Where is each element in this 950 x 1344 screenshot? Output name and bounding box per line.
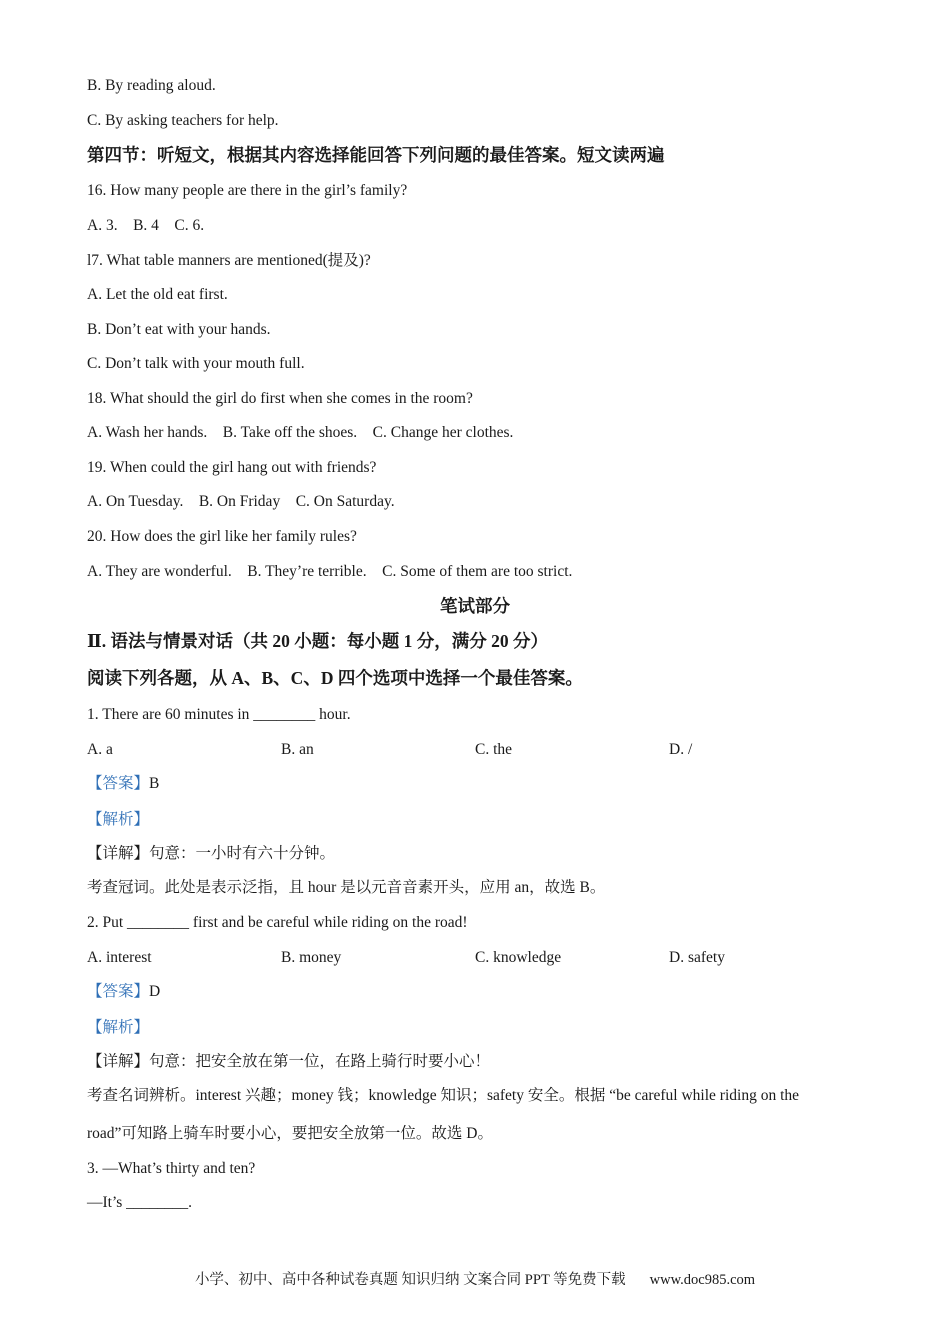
option-line: B. By reading aloud. bbox=[87, 77, 216, 94]
answer-tag: 【答案】 bbox=[87, 983, 150, 1000]
option-line: C. Don’t talk with your mouth full. bbox=[87, 355, 305, 372]
reply-line: —It’s ________. bbox=[87, 1194, 193, 1211]
answer-line bbox=[87, 774, 159, 794]
question-line: 18. What should the girl do first when she comes in the room? bbox=[87, 390, 473, 407]
question-line: 16. How many people are there in the girl’s family? bbox=[87, 182, 408, 199]
option-line: A. Let the old eat first. bbox=[87, 286, 228, 303]
analysis-tag: 【解析】 bbox=[87, 1019, 150, 1036]
answer-line bbox=[87, 982, 160, 1002]
option-line: A. On Tuesday. B. On Friday C. On Saturday. bbox=[87, 493, 395, 510]
option-line: A. 3. B. 4 C. 6. bbox=[87, 217, 205, 234]
question-line: 2. Put ________ first and be careful while riding on the road! bbox=[87, 914, 468, 931]
answer-value: B bbox=[149, 775, 160, 792]
option-line: A. They are wonderful. B. They’re terrible. C. Some of them are too strict. bbox=[87, 563, 573, 580]
explanation-line: 考查冠词。此处是表示泛指，且 hour 是以元音音素开头，应用 an，故选 B。 bbox=[87, 879, 606, 896]
detail-tag: 【详解】 bbox=[87, 1053, 150, 1070]
option-line: A. Wash her hands. B. Take off the shoes. C. Change her clothes. bbox=[87, 424, 514, 441]
explanation-line: 考查名词辨析。interest 兴趣；money 钱；knowledge 知识；safety 安全。根据 “be careful while riding on the bbox=[87, 1087, 800, 1104]
option-c: C. knowledge bbox=[475, 949, 562, 966]
option-a: A. interest bbox=[87, 949, 152, 966]
question-line: 1. There are 60 minutes in ________ hour. bbox=[87, 706, 351, 723]
option-b: B. an bbox=[281, 741, 314, 758]
explanation-line: road”可知路上骑车时要小心，要把安全放第一位。故选 D。 bbox=[87, 1125, 493, 1142]
detail-tag: 【详解】 bbox=[87, 845, 150, 862]
question-line: l7. What table manners are mentioned(提及)? bbox=[87, 252, 371, 269]
option-b: B. money bbox=[281, 949, 342, 966]
question-line: 19. When could the girl hang out with friends? bbox=[87, 459, 377, 476]
detail-text: 句意：把安全放在第一位，在路上骑行时要小心！ bbox=[149, 1053, 491, 1070]
question-line: 3. —What’s thirty and ten? bbox=[87, 1160, 256, 1177]
detail-line bbox=[87, 844, 335, 864]
option-d: D. / bbox=[669, 741, 693, 758]
option-a: A. a bbox=[87, 741, 113, 758]
question-line: 20. How does the girl like her family rules? bbox=[87, 528, 357, 545]
answer-value: D bbox=[149, 983, 161, 1000]
option-d: D. safety bbox=[669, 949, 725, 966]
answer-tag: 【答案】 bbox=[87, 775, 150, 792]
detail-text: 句意：一小时有六十分钟。 bbox=[149, 845, 336, 862]
option-line: C. By asking teachers for help. bbox=[87, 112, 279, 129]
part-title: 笔试部分 bbox=[440, 596, 510, 616]
option-c: C. the bbox=[475, 741, 513, 758]
page-footer bbox=[0, 1270, 950, 1290]
instruction-heading: 阅读下列各题，从 A、B、C、D 四个选项中选择一个最佳答案。 bbox=[87, 668, 583, 688]
option-line: B. Don’t eat with your hands. bbox=[87, 321, 271, 338]
section-heading: Ⅱ. 语法与情景对话（共 20 小题：每小题 1 分，满分 20 分） bbox=[87, 631, 548, 651]
footer-url[interactable]: www.doc985.com bbox=[649, 1272, 756, 1288]
footer-text: 小学、初中、高中各种试卷真题 知识归纳 文案合同 PPT 等免费下载 bbox=[194, 1272, 626, 1288]
detail-line bbox=[87, 1052, 490, 1072]
section-heading: 第四节：听短文，根据其内容选择能回答下列问题的最佳答案。短文读两遍 bbox=[87, 145, 665, 165]
analysis-tag: 【解析】 bbox=[87, 811, 150, 828]
